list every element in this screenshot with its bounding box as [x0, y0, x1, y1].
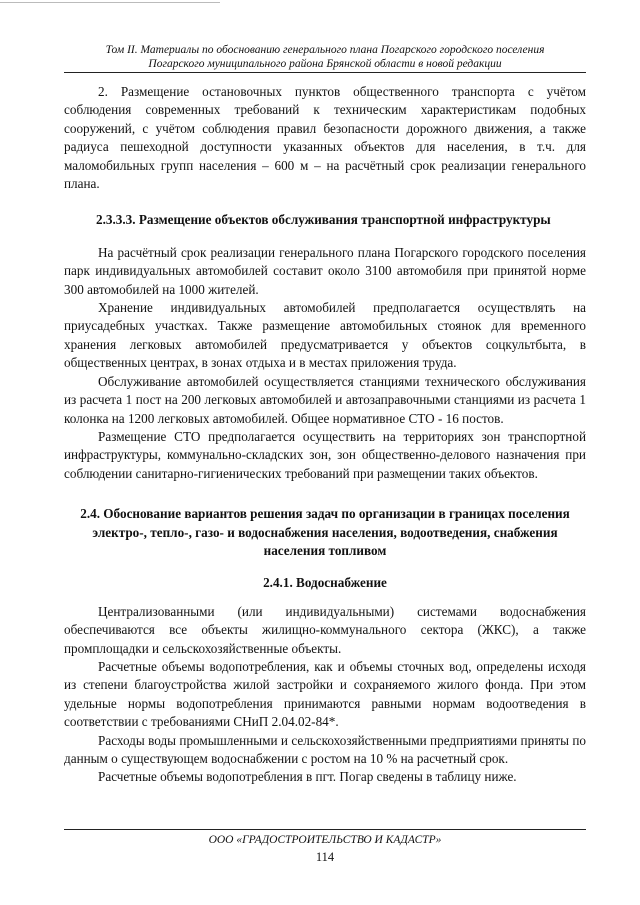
- header-line-2: Погарского муниципального района Брянской области в новой редакции: [148, 58, 502, 70]
- paragraph-table-reference: Расчетные объемы водопотребления в пгт. Погар сведены в таблицу ниже.: [98, 769, 517, 785]
- section-heading-2-4: 2.4. Обоснование вариантов решения задач по организации в границах поселения электро-, тепло-, газо- и водоснабжения населения, водоотведения, снабжения населения топливом: [80, 506, 570, 558]
- header-divider: [64, 72, 586, 73]
- paragraph-bus-stops: 2. Размещение остановочных пунктов общественного транспорта с учётом соблюдения современных требований к техническим характеристикам подобных сооружений, с учётом соблюдения правил безопасности дорожного движения, а также радиуса пешеходной доступности указанных объектов для населения, в т.ч. для маломобильных групп населения – 600 м – на расчётный срок реализации генерального плана.: [64, 84, 586, 192]
- running-header: [64, 43, 586, 71]
- document-body: [64, 83, 586, 787]
- scan-artifact-line: [0, 2, 220, 3]
- paragraph-sto-placement: Размещение СТО предполагается осуществить на территориях зон транспортной инфраструктуры, коммунально-складских зон, зон общественно-делового назначения при соблюдении санитарно-гигиенических требований при размещении таких объектов.: [64, 428, 586, 481]
- paragraph-water-volumes: Расчетные объемы водопотребления, как и объемы сточных вод, определены исходя из степени благоустройства жилой застройки и сохраняемого жилого фонда. При этом удельные нормы водопотребления принимаются равными нормам водоотведения в соответствии с требованиями СНиП 2.04.02-84*.: [64, 658, 586, 730]
- section-heading-2-3-3-3: 2.3.3.3. Размещение объектов обслуживания транспортной инфраструктуры: [96, 212, 551, 228]
- paragraph-car-storage: Хранение индивидуальных автомобилей предполагается осуществлять на приусадебных участках. Также размещение автомобильных стоянок для временного хранения легковых автомобилей предусматривается у объектов соцкультбыта, в общественных центрах, в зонах отдыха и в местах приложения труда.: [64, 300, 586, 371]
- page-number: 114: [315, 850, 335, 864]
- paragraph-water-systems: Централизованными (или индивидуальными) системами водоснабжения обеспечиваются все объекты жилищно-коммунального сектора (ЖКС), а также промплощадки и сельскохозяйственные объекты.: [64, 603, 586, 656]
- paragraph-car-fleet: На расчётный срок реализации генерального плана Погарского городского поселения парк индивидуальных автомобилей составит около 3100 автомобиля при принятой норме 300 автомобилей на 1000 жителей.: [64, 244, 586, 297]
- section-heading-2-4-1: 2.4.1. Водоснабжение: [263, 575, 387, 591]
- footer-divider: [64, 829, 586, 830]
- header-line-1: Том II. Материалы по обоснованию генерального плана Погарского городского поселения: [105, 44, 545, 56]
- footer-organization: ООО «ГРАДОСТРОИТЕЛЬСТВО И КАДАСТР»: [208, 834, 442, 846]
- paragraph-car-service: Обслуживание автомобилей осуществляется станциями технического обслуживания из расчета 1 пост на 200 легковых автомобилей и автозаправочными станциями из расчета 1 колонка на 1200 легковых автомобилей. Общее нормативное СТО - 16 постов.: [64, 373, 586, 426]
- paragraph-industrial-water: Расходы воды промышленными и сельскохозяйственными предприятиями приняты по данным о существующем водоснабжении с ростом на 10 % на расчетный срок.: [64, 732, 586, 766]
